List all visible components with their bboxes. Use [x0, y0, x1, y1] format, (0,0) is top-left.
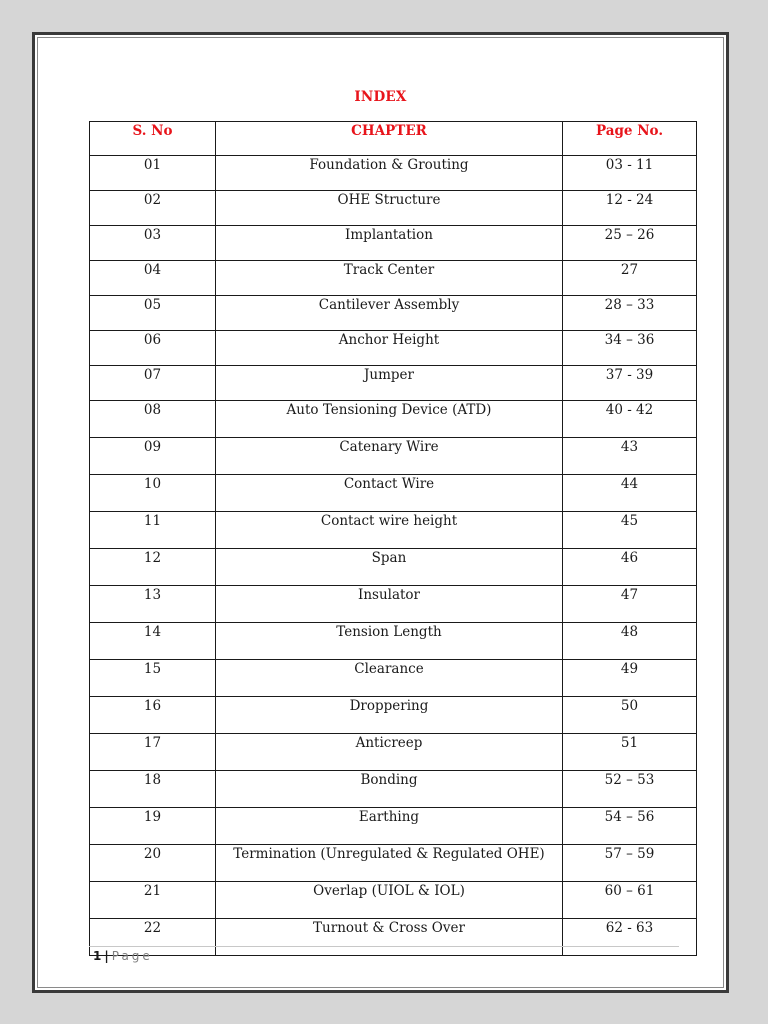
cell-chapter: Earthing [216, 808, 563, 845]
table-row [90, 734, 697, 771]
page-footer [93, 949, 153, 963]
cell-sno: 05 [90, 296, 216, 331]
cell-chapter: Contact wire height [216, 512, 563, 549]
table-row [90, 919, 697, 956]
cell-sno: 22 [90, 919, 216, 956]
table-row [90, 331, 697, 366]
table-row [90, 808, 697, 845]
table-row [90, 156, 697, 191]
table-row [90, 512, 697, 549]
cell-page-no: 03 - 11 [563, 156, 697, 191]
column-header-page-no: Page No. [563, 122, 697, 156]
cell-chapter: Turnout & Cross Over [216, 919, 563, 956]
cell-sno: 12 [90, 549, 216, 586]
cell-page-no: 25 – 26 [563, 226, 697, 261]
cell-page-no: 44 [563, 475, 697, 512]
cell-sno: 19 [90, 808, 216, 845]
cell-page-no: 34 – 36 [563, 331, 697, 366]
cell-sno: 15 [90, 660, 216, 697]
column-header-sno: S. No [90, 122, 216, 156]
cell-chapter: Cantilever Assembly [216, 296, 563, 331]
column-header-chapter: CHAPTER [216, 122, 563, 156]
cell-chapter: Bonding [216, 771, 563, 808]
table-row [90, 771, 697, 808]
cell-sno: 20 [90, 845, 216, 882]
cell-chapter: Catenary Wire [216, 438, 563, 475]
cell-sno: 14 [90, 623, 216, 660]
cell-chapter: OHE Structure [216, 191, 563, 226]
table-row [90, 366, 697, 401]
cell-chapter: Termination (Unregulated & Regulated OHE) [216, 845, 563, 882]
cell-page-no: 54 – 56 [563, 808, 697, 845]
table-row [90, 296, 697, 331]
cell-sno: 18 [90, 771, 216, 808]
cell-page-no: 40 - 42 [563, 401, 697, 438]
cell-sno: 13 [90, 586, 216, 623]
cell-chapter: Insulator [216, 586, 563, 623]
cell-page-no: 46 [563, 549, 697, 586]
table-row [90, 882, 697, 919]
cell-chapter: Contact Wire [216, 475, 563, 512]
cell-page-no: 62 - 63 [563, 919, 697, 956]
cell-sno: 08 [90, 401, 216, 438]
cell-chapter: Implantation [216, 226, 563, 261]
table-row [90, 438, 697, 475]
cell-sno: 03 [90, 226, 216, 261]
cell-page-no: 45 [563, 512, 697, 549]
cell-chapter: Tension Length [216, 623, 563, 660]
cell-chapter: Span [216, 549, 563, 586]
cell-sno: 07 [90, 366, 216, 401]
footer-divider [89, 946, 679, 947]
cell-sno: 04 [90, 261, 216, 296]
footer-separator: | [104, 949, 109, 963]
cell-sno: 06 [90, 331, 216, 366]
cell-chapter: Foundation & Grouting [216, 156, 563, 191]
cell-chapter: Anticreep [216, 734, 563, 771]
cell-sno: 01 [90, 156, 216, 191]
table-row [90, 845, 697, 882]
cell-page-no: 12 - 24 [563, 191, 697, 226]
cell-sno: 02 [90, 191, 216, 226]
cell-sno: 11 [90, 512, 216, 549]
document-page [32, 32, 729, 993]
table-row [90, 475, 697, 512]
table-row [90, 586, 697, 623]
cell-page-no: 37 - 39 [563, 366, 697, 401]
table-row [90, 401, 697, 438]
cell-chapter: Jumper [216, 366, 563, 401]
table-row [90, 226, 697, 261]
page-number: 1 [93, 949, 102, 963]
cell-sno: 21 [90, 882, 216, 919]
cell-page-no: 51 [563, 734, 697, 771]
cell-page-no: 28 – 33 [563, 296, 697, 331]
table-body [90, 156, 697, 956]
cell-sno: 17 [90, 734, 216, 771]
table-row [90, 191, 697, 226]
cell-chapter: Anchor Height [216, 331, 563, 366]
cell-chapter: Clearance [216, 660, 563, 697]
table-row [90, 261, 697, 296]
table-row [90, 697, 697, 734]
cell-page-no: 43 [563, 438, 697, 475]
cell-page-no: 48 [563, 623, 697, 660]
cell-chapter: Auto Tensioning Device (ATD) [216, 401, 563, 438]
cell-chapter: Overlap (UIOL & IOL) [216, 882, 563, 919]
index-table [89, 121, 697, 956]
cell-page-no: 49 [563, 660, 697, 697]
cell-sno: 09 [90, 438, 216, 475]
cell-page-no: 57 – 59 [563, 845, 697, 882]
cell-chapter: Track Center [216, 261, 563, 296]
cell-page-no: 27 [563, 261, 697, 296]
cell-sno: 10 [90, 475, 216, 512]
table-header-row [90, 122, 697, 156]
cell-page-no: 50 [563, 697, 697, 734]
index-title: INDEX [354, 89, 407, 105]
table-row [90, 623, 697, 660]
footer-page-word: Page [111, 949, 153, 963]
cell-chapter: Droppering [216, 697, 563, 734]
table-row [90, 660, 697, 697]
cell-page-no: 52 – 53 [563, 771, 697, 808]
cell-sno: 16 [90, 697, 216, 734]
cell-page-no: 60 – 61 [563, 882, 697, 919]
table-row [90, 549, 697, 586]
cell-page-no: 47 [563, 586, 697, 623]
